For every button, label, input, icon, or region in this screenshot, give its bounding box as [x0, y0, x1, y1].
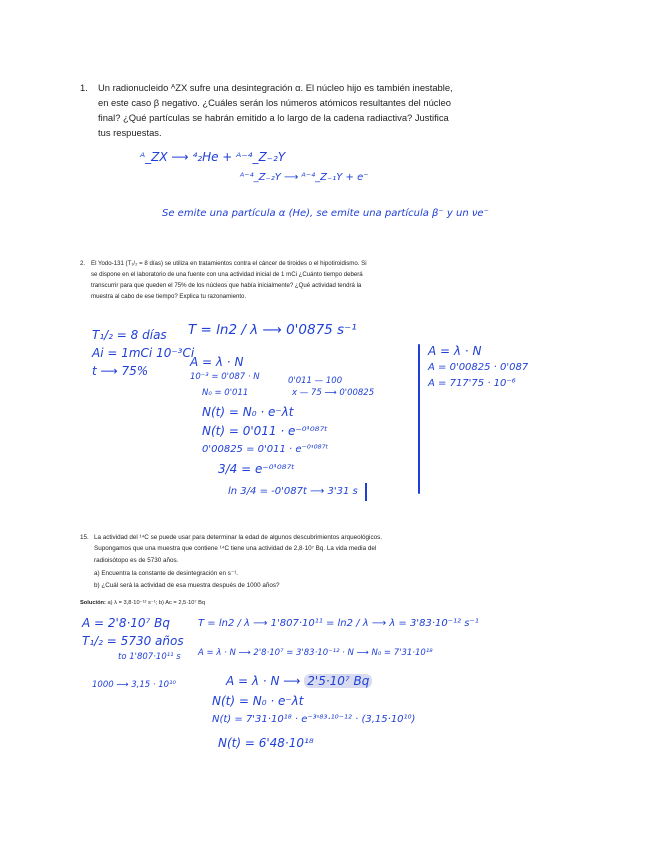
handwritten-initial-activity: Ai = 1mCi 10⁻³Ci	[92, 346, 195, 360]
handwritten-formula: N(t) = N₀ · e⁻λt	[202, 405, 294, 419]
question-number: 15.	[80, 534, 89, 541]
handwritten-given: A = 2'8·10⁷ Bq	[82, 616, 171, 630]
handwritten-answer: Se emite una partícula α (He), se emite una partícula β⁻ y un νe⁻	[162, 208, 489, 219]
handwritten-formula	[226, 674, 372, 688]
handwritten-formula: N(t) = N₀ · e⁻λt	[212, 694, 304, 708]
handwritten-formula: N(t) = 7'31·10¹⁸ · e⁻³'⁸³·¹⁰⁻¹² · (3,15·10¹⁰)	[212, 714, 416, 725]
handwritten-beta-decay: ᴬ⁻⁴_Z₋₂Y ⟶ ᴬ⁻⁴_Z₋₁Y + e⁻	[240, 172, 369, 183]
handwritten-given: 1000 ⟶ 3,15 · 10¹⁰	[92, 680, 176, 690]
handwritten-formula: T = ln2 / λ ⟶ 1'807·10¹¹ = ln2 / λ ⟶ λ = 3'83·10⁻¹² s⁻¹	[198, 618, 479, 629]
handwritten-formula: N₀ = 0'011	[202, 388, 249, 398]
handwritten-given: T₁/₂ = 5730 años	[82, 634, 184, 648]
solution-label: Solución:	[80, 600, 106, 606]
handwritten-formula: 10⁻³ = 0'087 · N	[190, 372, 260, 382]
handwritten-result: A = λ · N	[428, 344, 482, 358]
question-text: La actividad del ¹⁴C se puede usar para determinar la edad de algunos descubrimientos arqueológicos. Supongamos que una muestra que contiene ¹⁴C tiene una actividad de 2,8·10⁷ Bq. La vida media del radioisótopo es de 5730 años.	[94, 534, 382, 564]
handwritten-result: A = 717'75 · 10⁻⁶	[428, 378, 516, 389]
handwritten-formula: 0'00825 = 0'011 · e⁻⁰'⁰⁸⁷ᵗ	[202, 444, 329, 455]
divider-line	[418, 344, 420, 494]
handwritten-formula: A = λ · N ⟶ 2'8·10⁷ = 3'83·10⁻¹² · N ⟶ N₀ = 7'31·10¹⁸	[198, 648, 433, 658]
handwritten-formula: N(t) = 6'48·10¹⁸	[218, 736, 314, 750]
question-part-b: b) ¿Cuál será la actividad de esa muestra después de 1000 años?	[94, 582, 280, 589]
highlighted-result: 2'5·10⁷ Bq	[304, 674, 372, 688]
handwritten-formula: A = λ · N	[190, 355, 244, 369]
handwritten-formula: T = ln2 / λ ⟶ 0'0875 s⁻¹	[188, 322, 357, 338]
solution-text: a) λ = 3,8·10⁻¹² s⁻¹; b) Ac = 2,5·10⁷ Bq	[107, 600, 206, 606]
handwritten-half-life: T₁/₂ = 8 días	[92, 328, 167, 342]
question-text: Un radionucleido ᴬZX sufre una desintegración α. El núcleo hijo es también inestable, en este caso β negativo. ¿Cuáles serán los números atómicos resultantes del núcleo final? ¿Qué partículas se habrán emitido a lo largo de la cadena radiactiva? Justifica tus respuestas.	[98, 82, 453, 138]
handwritten-given: to 1'807·10¹¹ s	[118, 652, 181, 662]
handwritten-result: A = 0'00825 · 0'087	[428, 362, 529, 373]
solution-line	[80, 600, 205, 606]
handwritten-alpha-decay: ᴬ_ZX ⟶ ⁴₂He + ᴬ⁻⁴_Z₋₂Y	[140, 150, 286, 164]
bracket-mark	[365, 483, 367, 501]
handwritten-formula: x — 75 ⟶ 0'00825	[292, 388, 375, 398]
question-number: 2.	[80, 260, 86, 267]
handwritten-formula: 0'011 — 100	[288, 376, 343, 386]
question-number: 1.	[80, 82, 88, 93]
handwritten-formula: N(t) = 0'011 · e⁻⁰'⁰⁸⁷ᵗ	[202, 424, 328, 438]
handwritten-target-percent: t ⟶ 75%	[92, 364, 149, 378]
handwritten-formula-part: A = λ · N ⟶	[226, 674, 301, 688]
handwritten-formula: 3/4 = e⁻⁰'⁰⁸⁷ᵗ	[218, 462, 295, 476]
question-part-a: a) Encuentra la constante de desintegración en s⁻¹.	[94, 570, 239, 577]
question-text: El Yodo-131 (T₁/₂ = 8 días) se utiliza en tratamientos contra el cáncer de tiroides o el hipotiroidismo. Si se dispone en el laboratorio de una fuente con una actividad inicial de 1 mCi ¿Cuánto tiempo deberá transcurrir para que queden el 75% de los núcleos que había inicialmente? ¿Qué actividad tendrá la muestra al cabo de ese tiempo? Explica tu razonamiento.	[91, 260, 367, 300]
handwritten-formula: ln 3/4 = -0'087t ⟶ 3'31 s	[228, 486, 358, 497]
